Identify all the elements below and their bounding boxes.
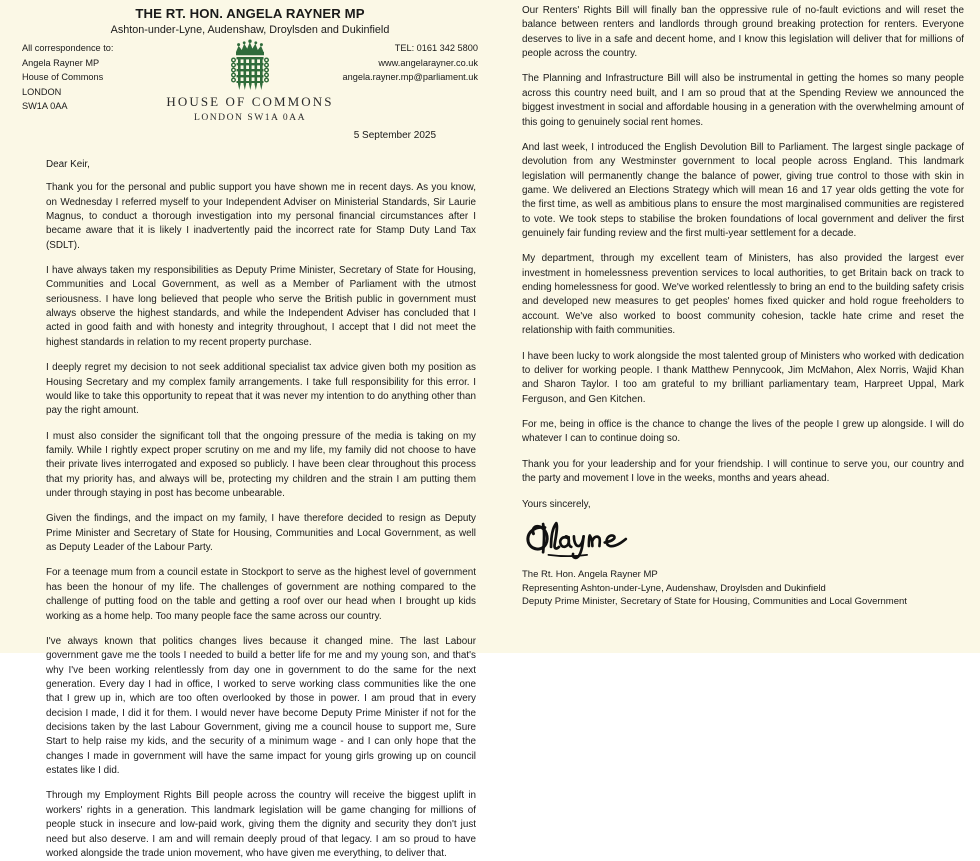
paragraph: Through my Employment Rights Bill people across the country will receive the biggest uplift in workers' rights in a generation. This landmark legislation will be game changing for millions of people stuck in insecure and low-paid work, giving them the dignity and security they don't just need but also deserve. I am and will remain deeply proud of that legacy. I am so proud to have worked alongside the trade union movement, who have given me everything, to deliver that. bbox=[46, 790, 476, 859]
signoff-constituency: Representing Ashton-under-Lyne, Audenshaw, Droylsden and Dukinfield bbox=[522, 582, 826, 594]
paragraph: I've always known that politics changes lives because it changed mine. The last Labour government gave me the tools I needed to build a better life for me and my young son, and that's why I've been working relentlessly from day one in government to do the same for the next generation. Every day I had in office, I worked to serve working class communities like the one that I grew up in, which are too often overlooked by those in power. I am proud that in every decision I made, I did it for them. I would never have become Deputy Prime Minister if not for the decisions taken by the last Labour Government, giving me a council house to support me, Sure Start to help raise my kids, and the security of a minimum wage - and I can only hope that the changes I made in government will have the same impact for young girls growing up on council estates like I did. bbox=[46, 635, 476, 777]
address-line: House of Commons bbox=[22, 72, 104, 83]
email-line[interactable]: angela.rayner.mp@parliament.uk bbox=[342, 72, 478, 83]
website-line[interactable]: www.angelarayner.co.uk bbox=[378, 57, 478, 68]
closing-salutation: Yours sincerely, bbox=[522, 499, 591, 511]
address-line: SW1A 0AA bbox=[22, 101, 68, 112]
paragraph: Given the findings, and the impact on my family, I have therefore decided to resign as Deputy Prime Minister and Secretary of State for Housing, Communities and Local Government, as well as Deputy Leader of the Labour Party. bbox=[46, 513, 476, 554]
letter-body-right bbox=[522, 4, 966, 609]
paragraph: Thank you for your leadership and for your friendship. I will continue to serve you, our country and the party and movement I love in the weeks, months and years ahead. bbox=[522, 458, 964, 485]
paragraph: For me, being in office is the chance to change the lives of the people I grew up alongside. I will do whatever I can to continue doing so. bbox=[522, 418, 964, 445]
letterhead-title: THE RT. HON. ANGELA RAYNER MP bbox=[135, 6, 365, 21]
paragraph: I have always taken my responsibilities as Deputy Prime Minister, Secretary of State for Housing, Communities and Local Government, as well as a Member of Parliament with the utmost seriousness. I have long believed that people who serve the British public in government must always observe the highest standards, and while the Independent Adviser has concluded that I acted in good faith and with honesty and integrity throughout, I accept that I did not meet the highest standards in relation to my recent property purchase. bbox=[46, 264, 476, 348]
salutation: Dear Keir, bbox=[46, 159, 90, 171]
paragraph: My department, through my excellent team of Ministers, has also provided the largest ever investment in homelessness prevention services to local authorities, to get Britain back on track to ending homelessness for good. We've worked relentlessly to bring an end to the building safety crisis and developed new measures to get peoples' homes fixed quicker and hold rogue freeholders to account. We've also worked to boost community cohesion, tackle hate crime and reset the relationship with faith communities. bbox=[522, 253, 964, 337]
paragraph: I deeply regret my decision to not seek additional specialist tax advice given both my position as Housing Secretary and my complex family arrangements. I take full responsibility for this error. I would like to take this opportunity to repeat that it was never my intention to do anything other than pay the right amount. bbox=[46, 362, 476, 417]
paragraph: I must also consider the significant toll that the ongoing pressure of the media is taking on my family. While I rightly expect proper scrutiny on me and my life, my family did not choose to have their private lives interrogated and exposed so publicly. I have been clear throughout this process that my priority has, and always will be, protecting my children and the strain I am putting them under through staying in post has become unbearable. bbox=[46, 430, 476, 500]
address-line: All correspondence to: bbox=[22, 43, 114, 54]
signoff-role: Deputy Prime Minister, Secretary of State for Housing, Communities and Local Government bbox=[522, 596, 907, 608]
letter-date: 5 September 2025 bbox=[353, 130, 436, 142]
letterhead-middle bbox=[22, 38, 478, 124]
paragraph: Our Renters' Rights Bill will finally ban the oppressive rule of no-fault evictions and will reset the balance between renters and landlords through ground breaking protection for renters. Everyone deserves to live in a safe and decent home, and I know this legislation will deliver that for millions of people across the country. bbox=[522, 5, 964, 60]
letterhead-contact-block bbox=[343, 41, 478, 85]
signoff-name: The Rt. Hon. Angela Rayner MP bbox=[522, 569, 658, 581]
letter-body-left bbox=[22, 181, 478, 861]
paragraph: I have been lucky to work alongside the most talented group of Ministers who worked with dedication to deliver for working people. I thank Matthew Pennycook, Jim McMahon, Alex Norris, Wajid Khan and Sharon Taylor. I too am grateful to my brilliant parliamentary team, Harpreet Uppal, Mark Ferguson, and Gen Kitchen. bbox=[522, 350, 964, 405]
paragraph: Thank you for the personal and public support you have shown me in recent days. As you know, on Wednesday I referred myself to your Independent Adviser on Ministerial Standards, Sir Laurie Magnus, to conduct a thorough investigation into my personal financial circumstances after I became aware that it is likely I inadvertently paid the incorrect rate for Stamp Duty Land Tax (SDLT). bbox=[46, 182, 476, 251]
letterhead bbox=[22, 7, 478, 141]
telephone-line: TEL: 0161 342 5800 bbox=[394, 43, 478, 54]
house-of-commons-wordmark: HOUSE OF COMMONS bbox=[166, 94, 334, 110]
house-of-commons-postcode: LONDON SW1A 0AA bbox=[193, 112, 307, 124]
signoff-block bbox=[522, 568, 964, 608]
portcullis-crest-icon bbox=[214, 38, 286, 96]
letter-column-right bbox=[500, 0, 980, 653]
signature-image bbox=[522, 514, 964, 568]
paragraph: And last week, I introduced the English Devolution Bill to Parliament. The largest single package of devolution from any Westminster government to local people across England. This landmark legislation will permanently change the balance of power, giving true control to those with skin in game. We delivered an Elections Strategy which will mean 16 and 17 year olds getting the vote for the first time, as well as ambitious plans to ensure the most marginalised communities are registered to vote. We took steps to stabilise the broken foundations of local government and deliver the first genuinely fair funding review and the first multi-year settlement for a decade. bbox=[522, 141, 964, 240]
address-line: Angela Rayner MP bbox=[22, 57, 100, 68]
paragraph: For a teenage mum from a council estate in Stockport to serve as the highest level of government has been the honour of my life. The challenges of government are nothing compared to the challenge of putting food on the table and getting a roof over our head when I brought up kids working as a home help. Too many people face the same across our country. bbox=[46, 567, 476, 622]
letterhead-constituency: Ashton-under-Lyne, Audenshaw, Droylsden and Dukinfield bbox=[110, 23, 390, 36]
address-line: LONDON bbox=[22, 86, 62, 97]
paragraph: The Planning and Infrastructure Bill will also be instrumental in getting the homes so many people across this country need built, and I am so proud that at the Spending Review we announced the biggest investment in social and affordable housing in a generation with the overwhelming amount of this going to genuinely social rent homes. bbox=[522, 73, 964, 128]
